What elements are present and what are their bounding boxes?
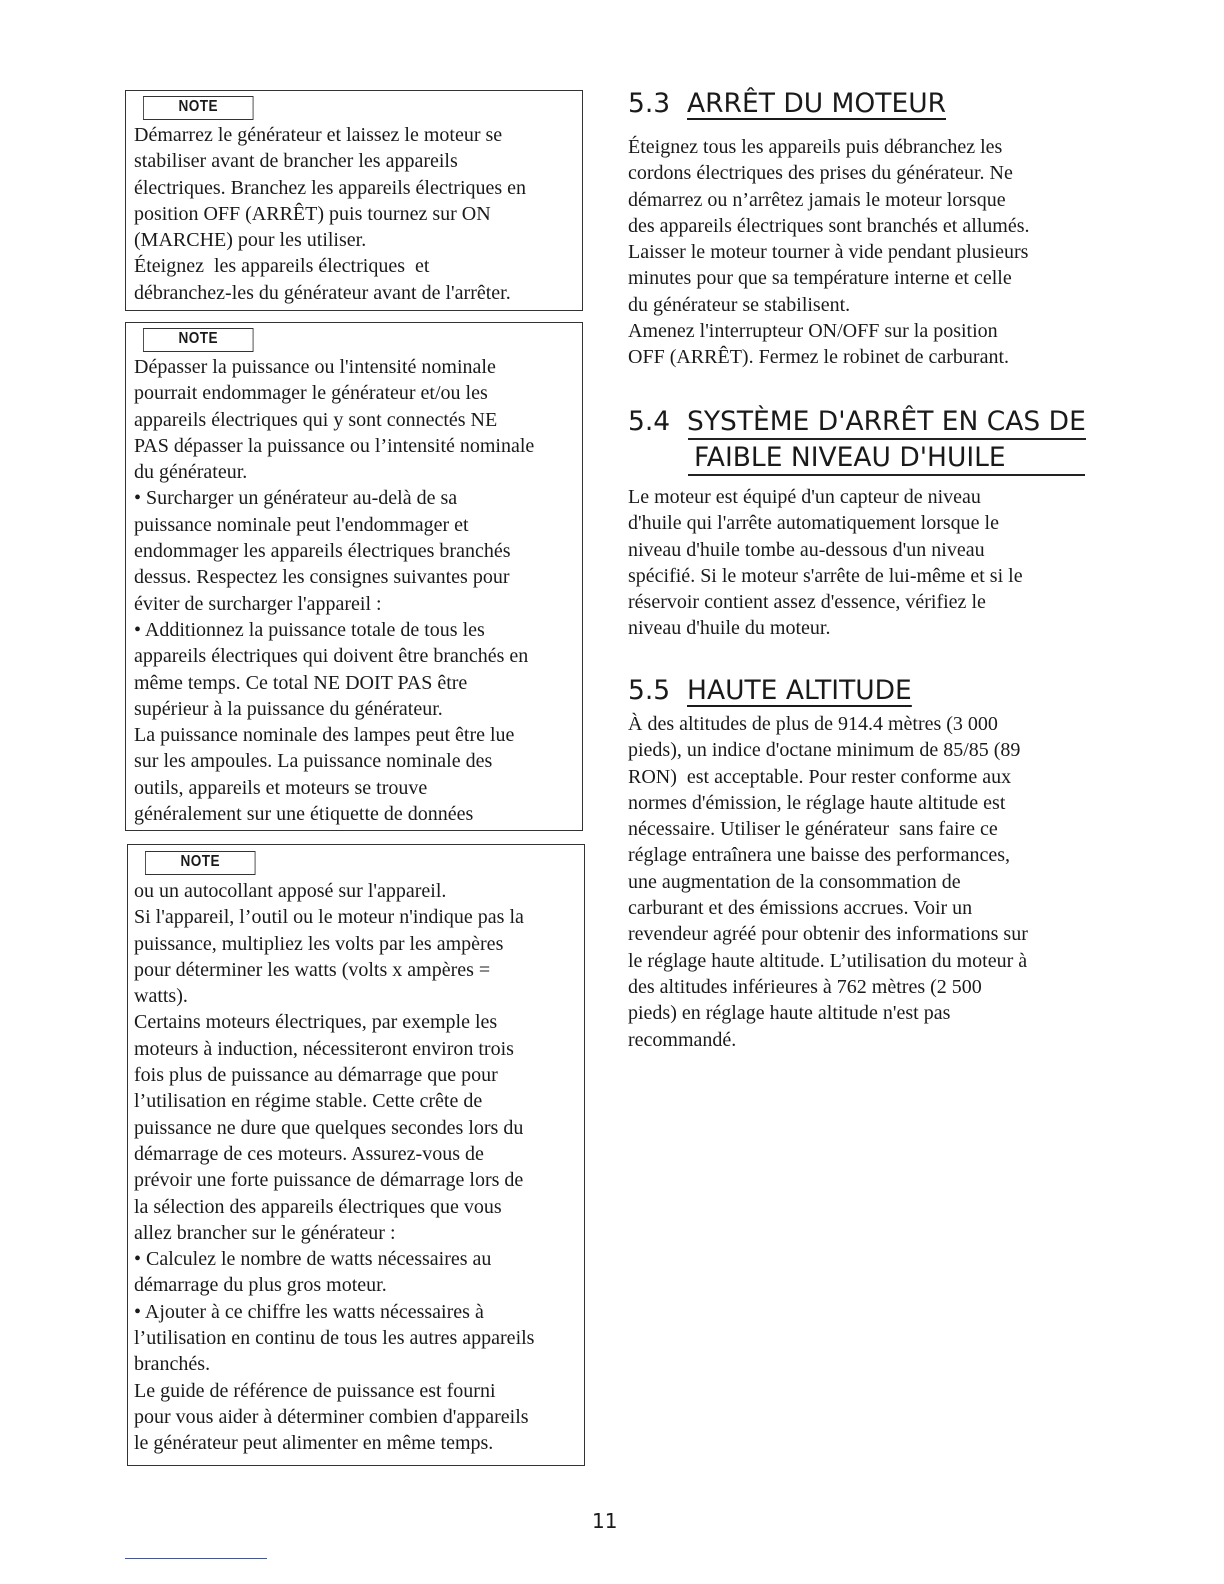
- section-body-5-5: À des altitudes de plus de 914.4 mètres (3 000 pieds), un indice d'octane minimum de 85/85 (89 RON) est acceptable. Pour rester conforme aux normes d'émission, le réglage haute altitude est nécessaire. Utiliser le générateur sans faire ce réglage entraînera une baisse des performances, une augmentation de la consommation de carburant et des émissions accrues. Voir un revendeur agréé pour obtenir des informations sur le réglage haute altitude. L’utilisation du moteur à des altitudes inférieures à 762 mètres (2 500 pieds) en réglage haute altitude n'est pas recommandé.: [628, 713, 1028, 1051]
- section-body-5-4: Le moteur est équipé d'un capteur de niveau d'huile qui l'arrête automatiquement lorsque le niveau d'huile tombe au-dessous d'un niveau spécifié. Si le moteur s'arrête de lui-même et si le réservoir contient assez d'essence, vérifiez le niveau d'huile du moteur.: [628, 486, 1023, 640]
- note-box-1: [125, 90, 583, 311]
- note-box-2: [125, 322, 583, 831]
- section-title: SYSTÈME D'ARRÊT EN CAS DE: [687, 406, 1086, 437]
- note-text: Dépasser la puissance ou l'intensité nominale pourrait endommager le générateur et/ou les appareils électriques qui y sont connectés NE PAS dépasser la puissance ou l’intensité nominale du générateur. • Surcharger un générateur au-delà de sa puissance nominale peut l'endommager et endommager les appareils électriques branchés dessus. Respectez les consignes suivantes pour éviter de surcharger l'appareil : • Additionnez la puissance totale de tous les appareils électriques qui doivent être branchés en même temps. Ce total NE DOIT PAS être supérieur à la puissance du générateur. La puissance nominale des lampes peut être lue sur les ampoules. La puissance nominale des outils, appareils et moteurs se trouve généralement sur une étiquette de données: [134, 356, 535, 826]
- section-number: 5.3: [628, 88, 671, 119]
- heading-underline: [688, 438, 1086, 440]
- footer-rule: [125, 1558, 267, 1559]
- heading-underline: [688, 474, 1085, 476]
- section-heading-5-4: [628, 405, 1086, 439]
- page-number: 11: [592, 1509, 618, 1533]
- section-heading-5-3: [628, 87, 946, 121]
- section-number: 5.5: [628, 675, 671, 706]
- note-tag: NOTE: [145, 851, 256, 875]
- section-heading-5-4-line2: [694, 441, 1006, 475]
- note-text: Démarrez le générateur et laissez le moteur se stabiliser avant de brancher les appareils électriques. Branchez les appareils électriques en position OFF (ARRÊT) puis tournez sur ON (MARCHE) pour les utiliser. Éteignez les appareils électriques et débranchez-les du générateur avant de l'arrêter.: [134, 124, 527, 304]
- note-text: ou un autocollant apposé sur l'appareil. Si l'appareil, l’outil ou le moteur n'indique pas la puissance, multipliez les volts par les ampères pour déterminer les watts (volts x ampères = watts). Certains moteurs électriques, par exemple les moteurs à induction, nécessiteront environ trois fois plus de puissance au démarrage que pour l’utilisation en régime stable. Cette crête de puissance ne dure que quelques secondes lors du démarrage de ces moteurs. Assurez-vous de prévoir une forte puissance de démarrage lors de la sélection des appareils électriques que vous allez brancher sur le générateur : • Calculez le nombre de watts nécessaires au démarrage du plus gros moteur. • Ajouter à ce chiffre les watts nécessaires à l’utilisation en continu de tous les autres appareils branchés. Le guide de référence de puissance est fourni pour vous aider à déterminer combien d'appareils le générateur peut alimenter en même temps.: [134, 880, 535, 1455]
- section-heading-5-5: [628, 674, 912, 708]
- section-body-5-3: Éteignez tous les appareils puis débranchez les cordons électriques des prises du générateur. Ne démarrez ou n’arrêtez jamais le moteur lorsque des appareils électriques sont branchés et allumés. Laisser le moteur tourner à vide pendant plusieurs minutes pour que sa température interne et celle du générateur se stabilisent. Amenez l'interrupteur ON/OFF sur la position OFF (ARRÊT). Fermez le robinet de carburant.: [628, 136, 1030, 369]
- note-box-3: [127, 844, 585, 1466]
- section-title-line2: FAIBLE NIVEAU D'HUILE: [694, 442, 1006, 473]
- note-tag: NOTE: [143, 328, 254, 352]
- note-tag: NOTE: [143, 96, 254, 120]
- section-title: HAUTE ALTITUDE: [687, 675, 912, 706]
- section-number: 5.4: [628, 406, 671, 437]
- section-title: ARRÊT DU MOTEUR: [687, 88, 947, 119]
